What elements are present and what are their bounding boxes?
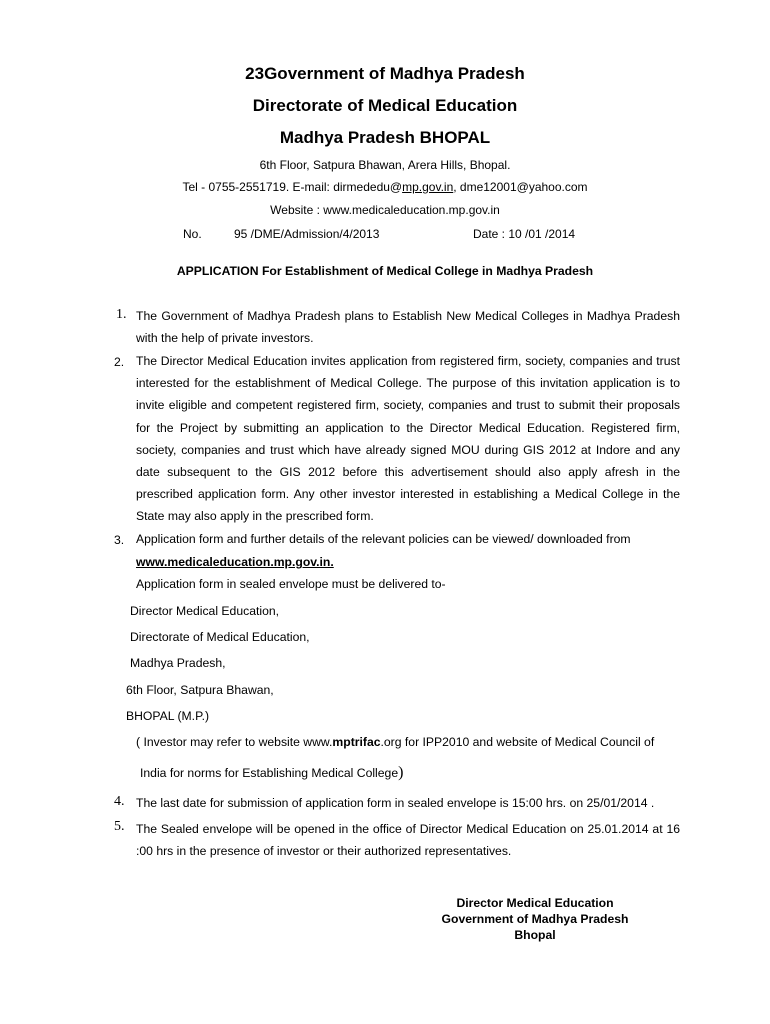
header-line-3: Madhya Pradesh BHOPAL — [279, 128, 491, 147]
delivery-address-line: 6th Floor, Satpura Bhawan, — [126, 683, 274, 697]
item-3-website-link[interactable]: www.medicaleducation.mp.gov.in. — [136, 555, 334, 569]
item-4-number: 4. — [114, 794, 125, 809]
header-contact — [0, 180, 770, 194]
header-address: 6th Floor, Satpura Bhawan, Arera Hills, Bhopal. — [259, 158, 511, 172]
ref-date: Date : 10 /01 /2014 — [473, 227, 576, 241]
note-post: .org for IPP2010 and website of Medical Council of — [380, 735, 655, 749]
header-website: Website : www.medicaleducation.mp.gov.in — [270, 203, 500, 217]
item-5-text: The Sealed envelope will be opened in the office of Director Medical Education on 25.01.2014 at 16 :00 hrs in the presence of investor or their authorized representatives. — [136, 822, 680, 859]
ref-no-value: 95 /DME/Admission/4/2013 — [234, 227, 380, 241]
delivery-address-line: BHOPAL (M.P.) — [126, 709, 210, 723]
note-pre: ( Investor may refer to website www. — [136, 735, 333, 749]
ref-no-label: No. — [183, 227, 202, 241]
header-line-2: Directorate of Medical Education — [252, 96, 518, 115]
note-close-paren: ) — [398, 764, 404, 781]
delivery-address-line: Directorate of Medical Education, — [130, 630, 310, 644]
header-email-rest: , dme12001@yahoo.com — [453, 180, 588, 194]
subject-line: APPLICATION For Establishment of Medical College in Madhya Pradesh — [176, 264, 594, 278]
item-3-number: 3. — [114, 533, 125, 547]
header-tel: Tel - 0755-2551719. E-mail: dirmededu@ — [182, 180, 403, 194]
header-line-1: 23Government of Madhya Pradesh — [245, 64, 525, 83]
item-1-text: The Government of Madhya Pradesh plans to Establish New Medical Colleges in Madhya Pradesh with the help of private investors. — [136, 309, 680, 346]
investor-note-line-2 — [140, 764, 403, 782]
item-2-text: The Director Medical Education invites application from registered firm, society, companies and trust interested for the establishment of Medical College. The purpose of this invitation application is to invite eligible and competent registered firm, society, companies and trust to submit their proposals for the Project by submitting an application to the Director Medical Education. Registered firm, society, companies and trust which have already signed MOU during GIS 2012 at Indore and any date subsequent to the GIS 2012 before this advertisement should also apply afresh in the prescribed application form. Any other investor interested in establishing a Medical College in the State may also apply in the prescribed form. — [136, 354, 680, 524]
item-2-number: 2. — [114, 355, 125, 369]
signature-block — [400, 895, 670, 943]
note-mptrifac: mptrifac — [332, 735, 381, 749]
item-3-text: Application form and further details of the relevant policies can be viewed/ downloaded from — [136, 532, 631, 546]
note-line2: India for norms for Establishing Medical College — [140, 766, 399, 780]
investor-note — [136, 735, 654, 749]
item-3-after-text: Application form in sealed envelope must be delivered to- — [136, 577, 446, 591]
item-5-number: 5. — [114, 819, 125, 834]
item-4-text: The last date for submission of application form in sealed envelope is 15:00 hrs. on 25/01/2014 . — [136, 796, 655, 810]
delivery-address-line: Director Medical Education, — [130, 604, 280, 618]
item-1-number: 1. — [116, 307, 127, 322]
signature-line-2: Government of Madhya Pradesh — [441, 912, 629, 926]
signature-line-1: Director Medical Education — [456, 896, 614, 910]
delivery-address-line: Madhya Pradesh, — [130, 656, 226, 670]
email-domain-link[interactable]: mp.gov.in — [402, 180, 454, 194]
signature-line-3: Bhopal — [514, 928, 556, 942]
